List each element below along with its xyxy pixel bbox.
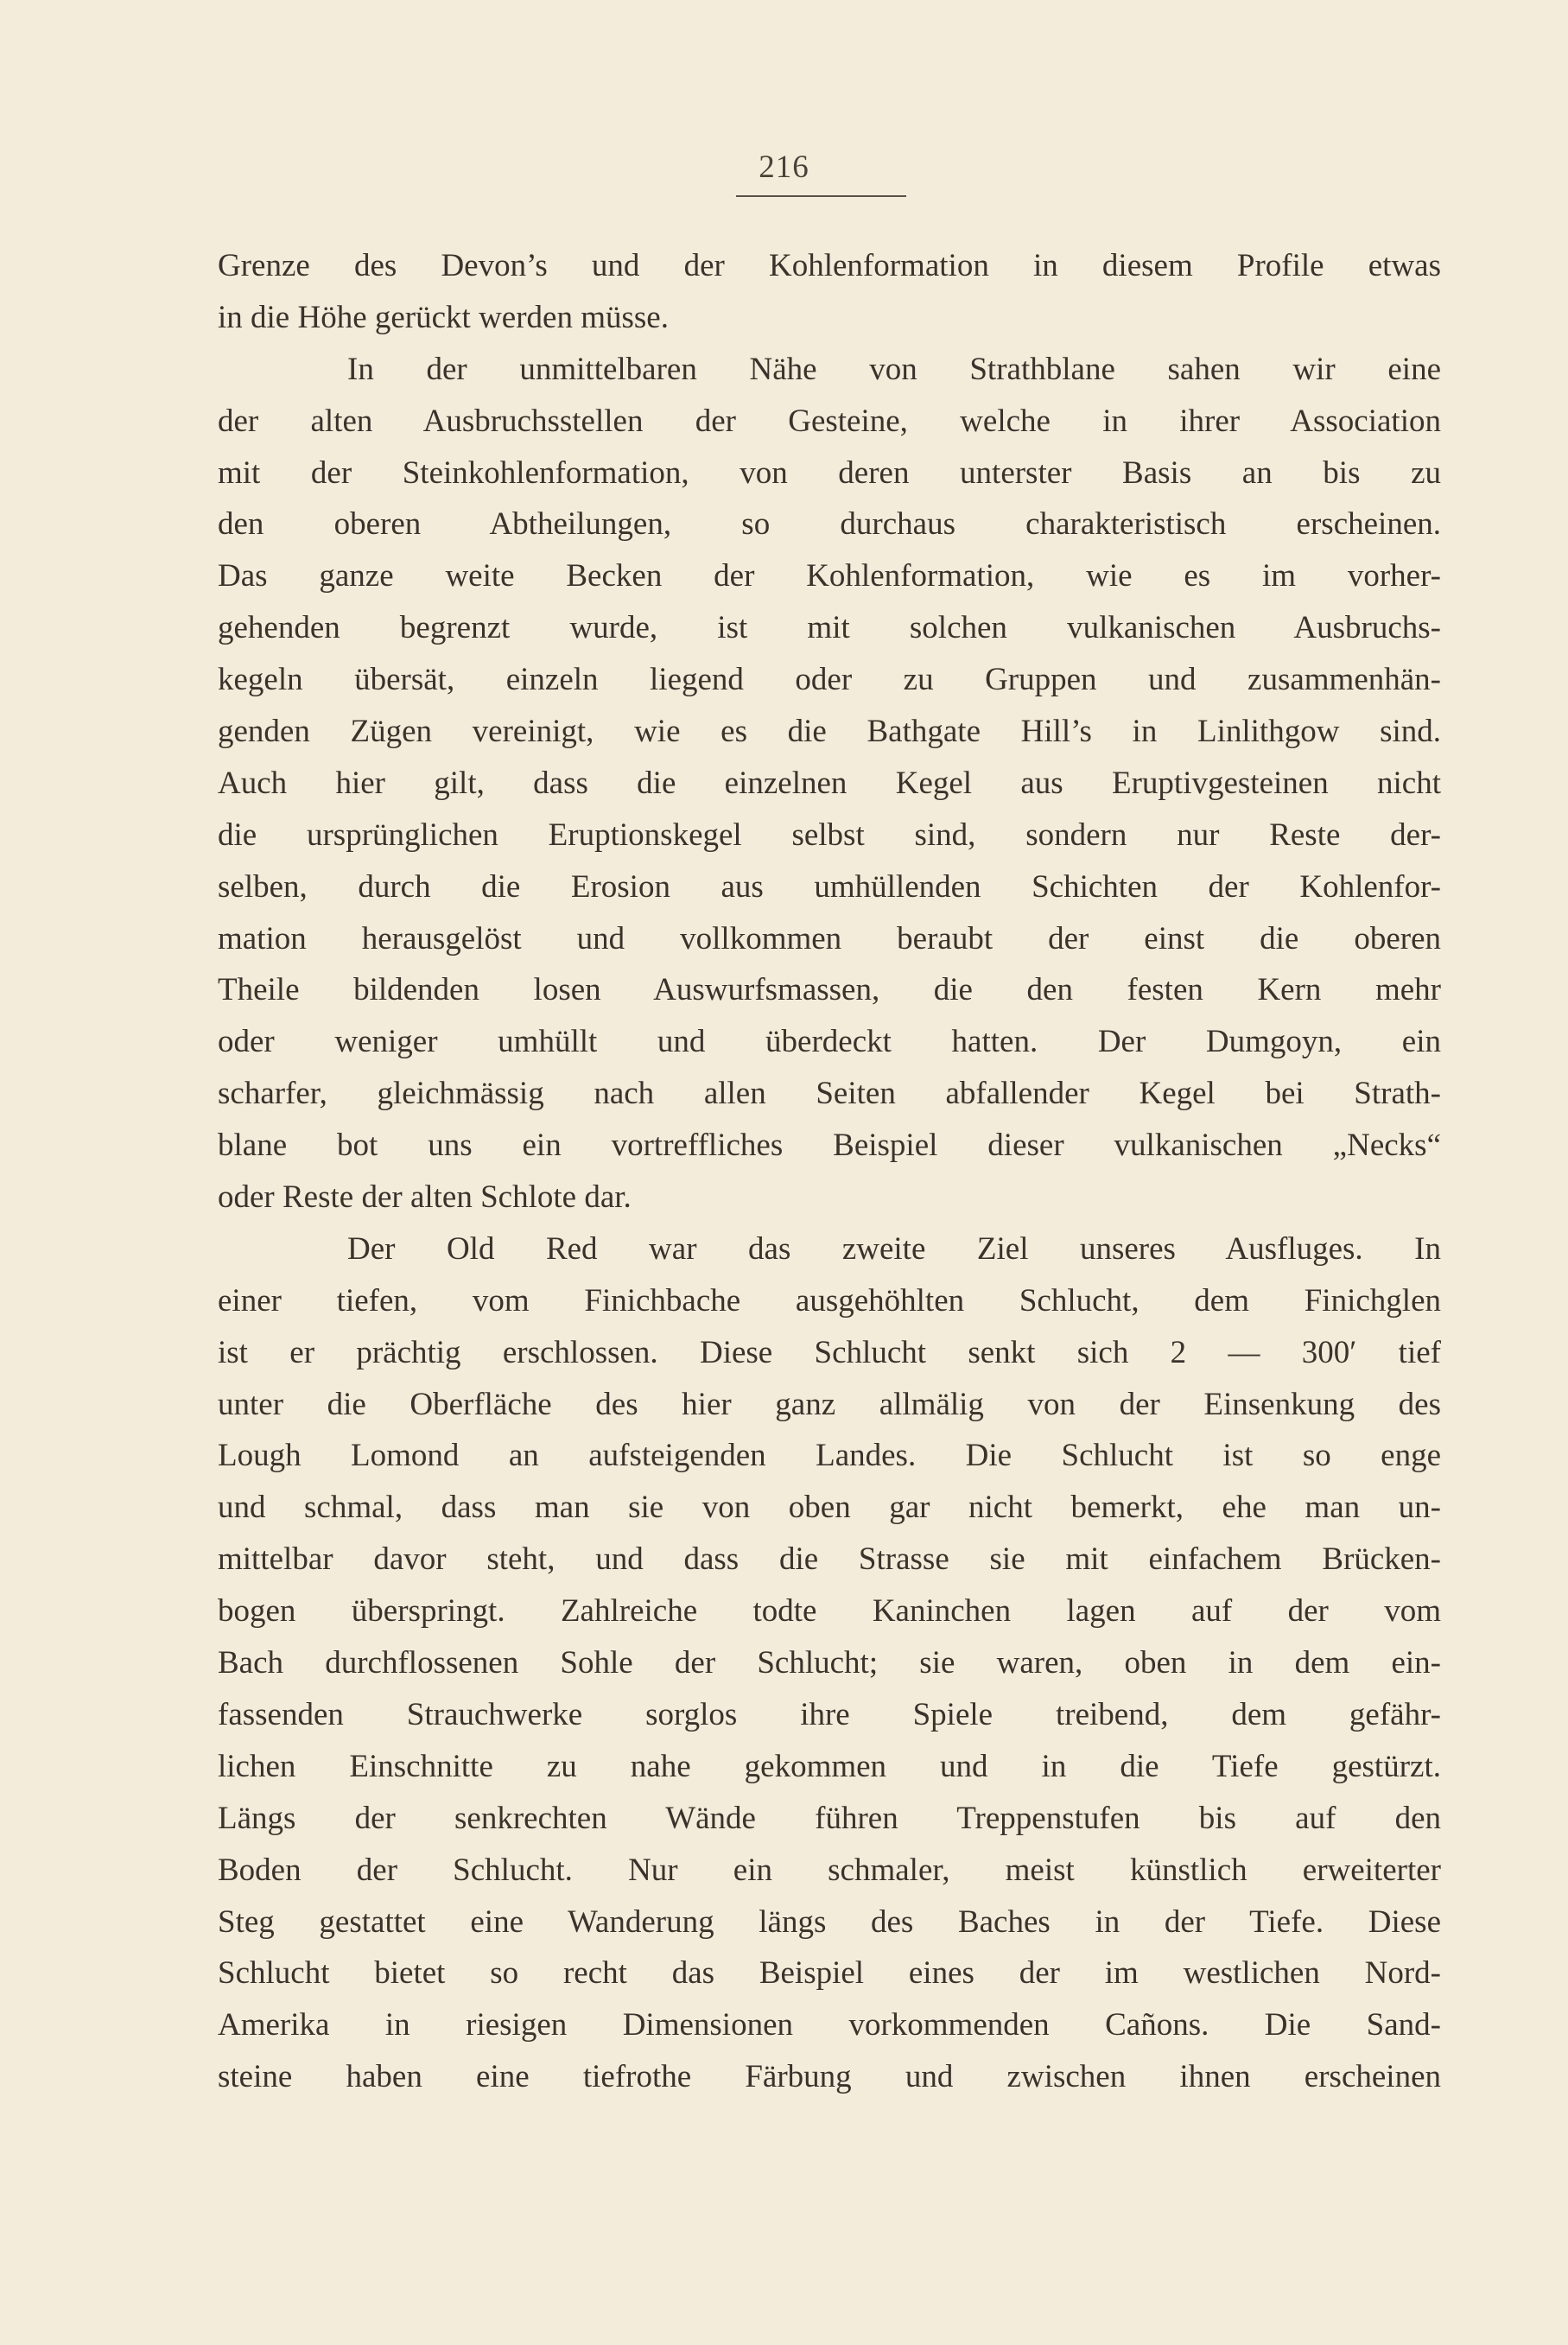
text-line: Steg gestattet eine Wanderung längs des Baches in der Tiefe. Diese (218, 1903, 1441, 1940)
text-line: Boden der Schlucht. Nur ein schmaler, meist künstlich erweiterter (218, 1852, 1441, 1888)
text-line: fassenden Strauchwerke sorglos ihre Spiele treibend, dem gefähr- (218, 1696, 1441, 1732)
page-number-rule (736, 195, 906, 197)
text-line: Längs der senkrechten Wände führen Treppenstufen bis auf den (218, 1800, 1441, 1836)
text-line: Auch hier gilt, dass die einzelnen Kegel aus Eruptivgesteinen nicht (218, 765, 1441, 801)
page-number: 216 (759, 149, 809, 185)
text-line: scharfer, gleichmässig nach allen Seiten abfallender Kegel bei Strath- (218, 1076, 1441, 1112)
text-line: selben, durch die Erosion aus umhüllenden Schichten der Kohlenfor- (218, 868, 1441, 905)
text-line: kegeln übersät, einzeln liegend oder zu Gruppen und zusammenhän- (218, 662, 1441, 698)
text-line: In der unmittelbaren Nähe von Strathblane sahen wir eine (347, 351, 1441, 387)
text-line: ist er prächtig erschlossen. Diese Schlucht senkt sich 2 — 300′ tief (218, 1334, 1441, 1370)
text-line: Bach durchflossenen Sohle der Schlucht; sie waren, oben in dem ein- (218, 1645, 1441, 1681)
text-line: Theile bildenden losen Auswurfsmassen, die den festen Kern mehr (218, 972, 1441, 1008)
text-line: steine haben eine tiefrothe Färbung und zwischen ihnen erscheinen (218, 2059, 1441, 2095)
text-line: Amerika in riesigen Dimensionen vorkommenden Cañons. Die Sand- (218, 2007, 1441, 2043)
text-line: Lough Lomond an aufsteigenden Landes. Die Schlucht ist so enge (218, 1438, 1441, 1474)
text-line: die ursprünglichen Eruptionskegel selbst sind, sondern nur Reste der- (218, 817, 1441, 853)
body-text (218, 240, 1441, 2103)
text-line: und schmal, dass man sie von oben gar nicht bemerkt, ehe man un- (218, 1490, 1441, 1526)
text-line: einer tiefen, vom Finichbache ausgehöhlten Schlucht, dem Finichglen (218, 1282, 1441, 1319)
text-line: den oberen Abtheilungen, so durchaus charakteristisch erscheinen. (218, 506, 1441, 543)
text-line: gehenden begrenzt wurde, ist mit solchen vulkanischen Ausbruchs- (218, 610, 1441, 646)
text-line: Grenze des Devon’s und der Kohlenformation in diesem Profile etwas (218, 248, 1441, 283)
text-line: mittelbar davor steht, und dass die Strasse sie mit einfachem Brücken- (218, 1541, 1441, 1578)
text-line: Das ganze weite Becken der Kohlenformation, wie es im vorher- (218, 558, 1441, 594)
text-line: der alten Ausbruchsstellen der Gesteine, welche in ihrer Association (218, 403, 1441, 439)
text-line: oder Reste der alten Schlote dar. (218, 1179, 632, 1216)
text-line: lichen Einschnitte zu nahe gekommen und in die Tiefe gestürzt. (218, 1748, 1441, 1784)
text-line: bogen überspringt. Zahlreiche todte Kaninchen lagen auf der vom (218, 1593, 1441, 1630)
text-line: in die Höhe gerückt werden müsse. (218, 299, 669, 335)
text-line: Schlucht bietet so recht das Beispiel eines der im westlichen Nord- (218, 1955, 1441, 1992)
text-line: blane bot uns ein vortreffliches Beispiel dieser vulkanischen „Necks“ (218, 1128, 1441, 1164)
text-line: unter die Oberfläche des hier ganz allmälig von der Einsenkung des (218, 1386, 1441, 1422)
text-line: genden Zügen vereinigt, wie es die Bathgate Hill’s in Linlithgow sind. (218, 714, 1441, 750)
text-line: Der Old Red war das zweite Ziel unseres Ausfluges. In (347, 1230, 1441, 1267)
text-line: oder weniger umhüllt und überdeckt hatten. Der Dumgoyn, ein (218, 1024, 1441, 1060)
text-line: mit der Steinkohlenformation, von deren unterster Basis an bis zu (218, 454, 1441, 491)
text-line: mation herausgelöst und vollkommen beraubt der einst die oberen (218, 920, 1441, 956)
